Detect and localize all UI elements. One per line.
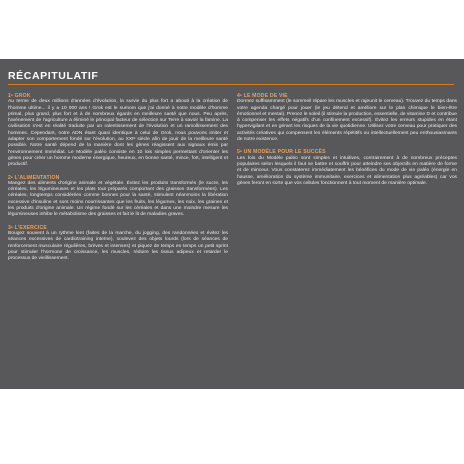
section-exercice <box>8 225 228 263</box>
section-heading: 2• L'ALIMENTATION <box>8 174 60 181</box>
summary-title: RÉCAPITULATIF <box>8 70 99 82</box>
left-column <box>8 93 228 268</box>
section-text: Au terme de deux millions d'années d'évolution, la survie du plus fort a abouti à la création de l'homme ultime... il y a 10 000 ans ! Grok est le surnom que j'ai donné à notre modèle d'homme primal, plus grand, plus fort et à de nombreux égards en meilleure santé que nous. Peu après, l'avènement de l'agriculture a éliminé le principal facteur de sélection sur Terre à savoir la famine. La civilisation s'est en réalité traduite par un ralentissement de l'évolution et un ramollissement des hommes. Cependant, notre ADN étant quasi identique à celui de Grok, nous pouvons imiter et adapter son comportement fondé sur l'évolution, au XXIᵉ siècle afin de jouir de la meilleure santé possible. Notre santé dépend de la manière dont les gènes réagissent aux signaux émis par l'environnement immédiat. Le Modèle paléo consiste en 10 lois simples permettant d'orienter les gènes pour créer un homme moderne énergique, heureux, en bonne santé, mince, fort, intelligent et productif. <box>8 99 228 168</box>
section-modele-succes <box>237 149 457 187</box>
section-text: Les lois du Modèle paléo sont simples et intuitives, contrairement à de nombreux préceptes populaires selon lesquels il faut se battre et souffrir pour atteindre ses objectifs en matière de forme et de minceur. Vous constaterez immédiatement les bénéfices du mode de vie paléo (énergie en hausse, amélioration du système immunitaire, exercices et alimentation plus agréables) car vos gènes feront en sorte que vos cellules fonctionnent à tout moment de manière optimale. <box>237 155 457 186</box>
section-alimentation <box>8 175 228 219</box>
section-heading: 1• GROK <box>8 93 31 99</box>
section-text: Bougez souvent à un rythme lent (faites de la marche, du jogging, des randonnées et évitez les séances excessives de cardiotraining interne), soulevez des objets lourds (lors de séances de renforcement musculaire régulières, brèves et intenses) et piquez de temps en temps un petit sprint pour stimuler l'hormone de croissance, les muscles, réduire les tissus adipeux et retarder le processus de vieillissement. <box>8 230 228 262</box>
section-heading: 3• L'EXERCICE <box>8 224 47 231</box>
section-grok <box>8 93 228 169</box>
section-heading: 4• LE MODE DE VIE <box>237 93 288 99</box>
title-divider <box>8 84 454 85</box>
section-mode-de-vie <box>237 93 457 143</box>
summary-panel <box>0 59 464 389</box>
section-heading: 5• UN MODÈLE POUR LE SUCCÈS <box>237 149 326 156</box>
right-column <box>237 93 457 193</box>
section-text: Dormez suffisamment (le sommeil répare les muscles et rajeunit le cerveau). Trouvez du temps dans votre agenda chargé pour jouer (le jeu détend et améliore sur le plan chimique le bien-être émotionnel et mental). Prenez le soleil (il stimule la production, essentielle, de vitamine D et contribue à compenser les effets négatifs d'un confinement excessif). Évitez les erreurs stupides en étant hypervigilant et en gérant les risques de la vie quotidienne. Utilisez votre cerveau pour pratiquer des activités créatives qui compensent les éléments répétitifs ou intellectuellement peu enthousiasmants de notre existence. <box>237 99 457 143</box>
section-text: Mangez des aliments d'origine animale et végétale. Évitez les produits transformés (le sucre, les céréales, les légumineuses et les plats tout préparés comportant des graisses transformées). Les céréales, longtemps considérées comme bonnes pour la santé, stimulent néanmoins la libération excessive d'insuline et sont moins nourrissantes que les fruits, les légumes, les noix, les graines et les produits d'origine animale. Un régime fondé sur les céréales et dans une moindre mesure les légumineuses inhibe le métabolisme des graisses et fait le lit de maladies graves. <box>8 180 228 218</box>
